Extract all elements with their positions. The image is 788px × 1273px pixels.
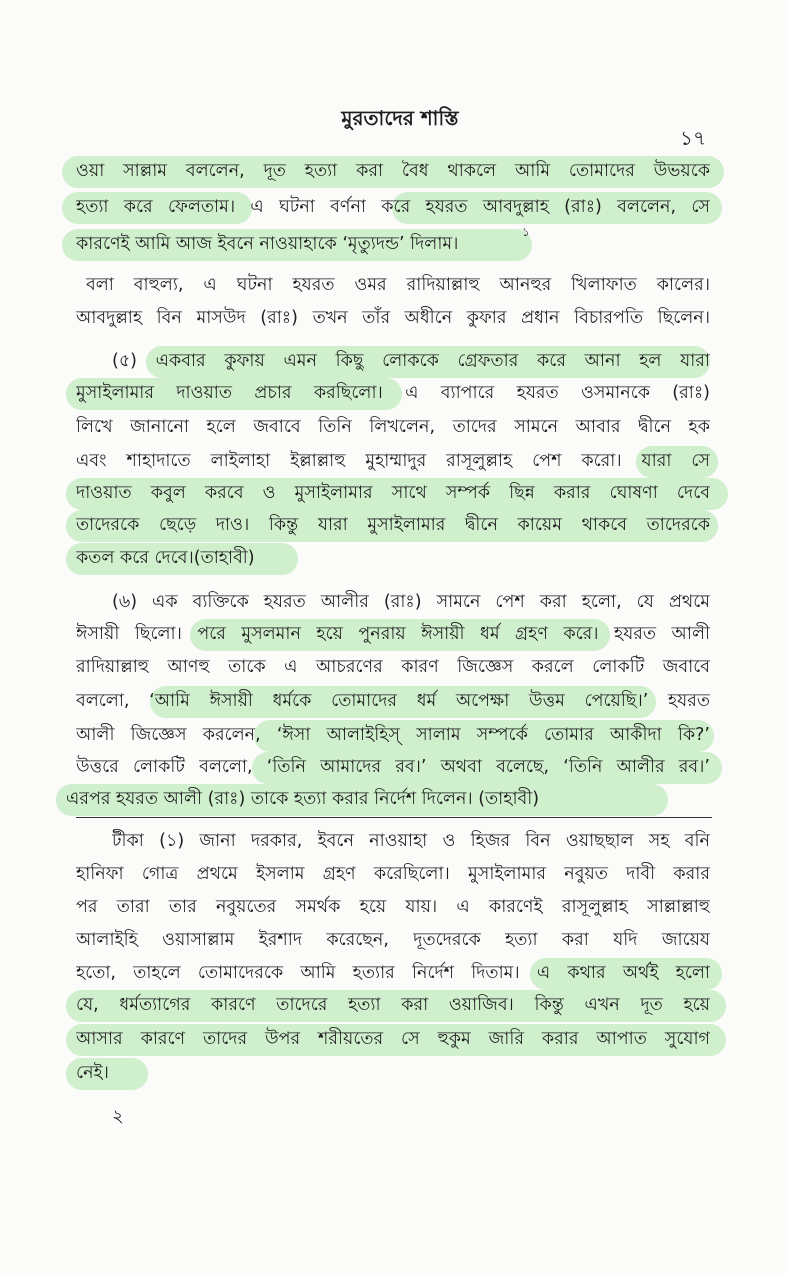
text-line: ঈসায়ী ছিলো। পরে মুসলমান হয়ে পুনরায় ঈসায়ী ধর্ম গ্রহণ করে। হযরত আলী (76, 624, 710, 644)
text-line: তাদেরকে ছেড়ে দাও। কিন্তু যারা মুসাইলামার দ্বীনে কায়েম থাকবে তাদেরকে (76, 515, 710, 535)
text-line: বললো, ‘আমি ঈসায়ী ধর্মকে তোমাদের ধর্ম অপেক্ষা উত্তম পেয়েছি।’ হযরত (76, 691, 710, 711)
text-line: রাদিয়াল্লাহু আণহু তাকে এ আচরণের কারণ জিজ্ঞেস করলে লোকটি জবাবে (76, 657, 710, 677)
footnote-line: আলাইহি ওয়াসাল্লাম ইরশাদ করেছেন, দূতদেরকে হত্যা করা যদি জায়েয (76, 930, 710, 950)
footnote-reference: ১ (522, 225, 530, 239)
text-line: এরপর হযরত আলী (রাঃ) তাকে হত্যা করার নির্দেশ দিলেন। (তাহাবী) (66, 789, 540, 809)
signature-mark: ২ (112, 1106, 124, 1127)
text-line: কারণেই আমি আজ ইবনে নাওয়াহাকে ‘মৃত্যুদন্ড’ দিলাম। (76, 234, 459, 254)
text-line: এবং শাহাদাতে লাইলাহা ইল্লাল্লাহু মুহাম্মাদুর রাসূলুল্লাহ পেশ করো। যারা সে (76, 451, 710, 471)
page-number: ১৭ (680, 126, 706, 150)
text-line: ওয়া সাল্লাম বললেন, দূত হত্যা করা বৈধ থাকলে আমি তোমাদের উভয়কে (76, 161, 710, 181)
text-line: উত্তরে লোকটি বললো, ‘তিনি আমাদের রব।’ অথবা বলেছে, ‘তিনি আলীর রব।’ (76, 757, 710, 777)
text-line: আবদুল্লাহ বিন মাসউদ (রাঃ) তখন তাঁর অধীনে কুফার প্রধান বিচারপতি ছিলেন। (76, 308, 710, 328)
text-line: বলা বাহুল্য, এ ঘটনা হযরত ওমর রাদিয়াল্লাহু আনহুর খিলাফাত কালের। (86, 275, 710, 295)
footnote-line: আসার কারণে তাদের উপর শরীয়তের সে হুকুম জারি করার আপাত সুযোগ (76, 1029, 710, 1049)
footnote-divider (76, 817, 712, 818)
text-line: (৫) একবার কুফায় এমন কিছু লোককে গ্রেফতার করে আনা হল যারা (112, 351, 710, 371)
text-line: আলী জিজ্ঞেস করলেন, ‘ঈসা আলাইহিস্ সালাম সম্পর্কে তোমার আকীদা কি?’ (76, 725, 710, 745)
text-line: হত্যা করে ফেলতাম। এ ঘটনা বর্ণনা করে হযরত আবদুল্লাহ (রাঃ) বললেন, সে (76, 197, 710, 217)
footnote-line: যে, ধর্মত্যাগের কারণে তাদেরে হত্যা করা ওয়াজিব। কিন্তু এখন দূত হয়ে (76, 995, 710, 1015)
footnote-line: হানিফা গোত্র প্রথমে ইসলাম গ্রহণ করেছিলো। মুসাইলামার নবুয়ত দাবী করার (76, 864, 710, 884)
footnote-line: হতো, তাহলে তোমাদেরকে আমি হত্যার নির্দেশ দিতাম। এ কথার অর্থই হলো (76, 963, 710, 983)
footnote-line: পর তারা তার নবুয়তের সমর্থক হয়ে যায়। এ কারণেই রাসূলুল্লাহ সাল্লাল্লাহু (76, 897, 710, 917)
running-header-title: মুরতাদের শাস্তি (341, 106, 459, 130)
text-line: লিখে জানানো হলে জবাবে তিনি লিখলেন, তাদের সামনে আবার দ্বীনে হক (76, 417, 710, 437)
text-line: কতল করে দেবে।(তাহাবী) (76, 548, 255, 568)
text-line: মুসাইলামার দাওয়াত প্রচার করছিলো। এ ব্যাপারে হযরত ওসমানকে (রাঃ) (76, 383, 710, 403)
footnote-line: টীকা (১) জানা দরকার, ইবনে নাওয়াহা ও হিজর বিন ওয়াছছাল সহ বনি (112, 831, 710, 851)
footnote-line: নেই। (76, 1063, 109, 1083)
text-line: (৬) এক ব্যক্তিকে হযরত আলীর (রাঃ) সামনে পেশ করা হলো, যে প্রথমে (112, 592, 710, 612)
text-line: দাওয়াত কবুল করবে ও মুসাইলামার সাথে সম্পর্ক ছিন্ন করার ঘোষণা দেবে (76, 483, 710, 503)
